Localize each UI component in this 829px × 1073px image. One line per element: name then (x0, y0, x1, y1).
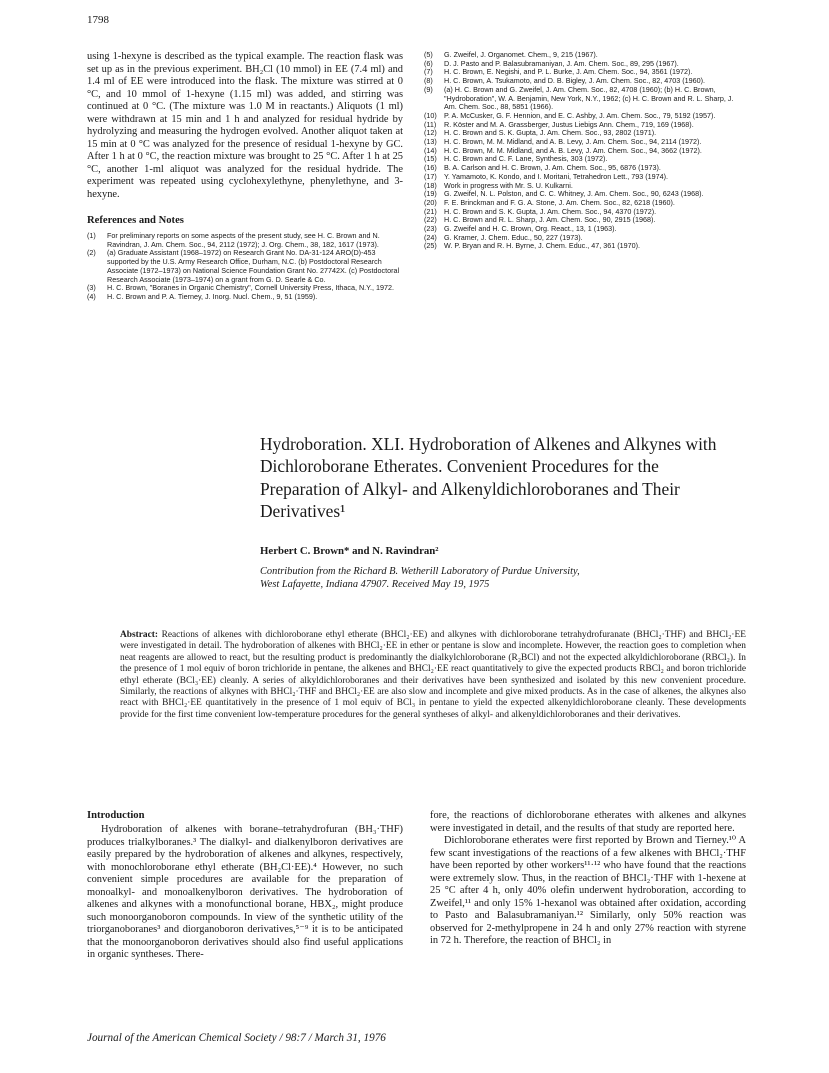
reference-text: P. A. McCusker, G. F. Hennion, and E. C. Ashby, J. Am. Chem. Soc., 79, 5192 (1957). (444, 110, 716, 120)
reference-text: H. C. Brown, "Boranes in Organic Chemistry", Cornell University Press, Ithaca, N.Y., 1972. (107, 283, 394, 293)
reference-number: (11) (424, 119, 437, 129)
references-list-left (87, 232, 403, 302)
abstract-label: Abstract: (120, 630, 159, 640)
reference-text: H. C. Brown and P. A. Tierney, J. Inorg. Nucl. Chem., 9, 51 (1959). (107, 291, 318, 301)
reference-text: D. J. Pasto and P. Balasubramaniyan, J. Am. Chem. Soc., 89, 295 (1967). (444, 58, 679, 68)
journal-footer: Journal of the American Chemical Society / 98:7 / March 31, 1976 (87, 1032, 386, 1044)
reference-number: (15) (424, 154, 437, 164)
reference-text: F. E. Brinckman and F. G. A. Stone, J. Am. Chem. Soc., 82, 6218 (1960). (444, 197, 675, 207)
reference-item (87, 249, 403, 284)
reference-text: H. C. Brown and R. L. Sharp, J. Am. Chem. Soc., 90, 2915 (1968). (444, 215, 656, 225)
authors: Herbert C. Brown* and N. Ravindran² (260, 545, 439, 557)
reference-number: (1) (87, 231, 96, 240)
references-heading: References and Notes (87, 215, 184, 226)
experimental-paragraph: using 1-hexyne is described as the typical example. The reaction flask was set up as in the previous experiment. BH₂Cl (10 mmol) in EE (7.4 ml) and 1.4 ml of EE were introduced into the flask. The mixture was stirred at 0 °C, and 10 mmol of 1-hexyne (1.15 ml) was added, and stirring was continued at 0 °C. (The mixture was 1.0 M in reactants.) Aliquots (1 ml) were withdrawn at 15 min and 1 h and analyzed for residual hydride by hydrolyzing and measuring the hydrogen evolved. Another aliquot taken at 15 min at 0 °C was analyzed for the presence of residual 1-hexyne by GC. After 1 h at 0 °C, the reaction mixture was brought to 25 °C. After 1 h at 25 °C, another 1-ml aliquot was analyzed for the residual hydride. The experiment was repeated using cyclohexylethyne, phenylethyne, and 3-hexyne. (87, 51, 403, 200)
reference-text: B. A. Carlson and H. C. Brown, J. Am. Chem. Soc., 95, 6876 (1973). (444, 163, 661, 173)
reference-number: (17) (424, 171, 437, 181)
abstract-text: Reactions of alkenes with dichloroborane ethyl etherate (BHCl₂·EE) and alkynes with dichloroborane tetrahydrofuranate (BHCl₂·THF) and BHCl₂·EE were investigated in detail. The hydroboration of alkenes with BHCl₂·EE in ether or pentane is slow and incomplete. However, the reaction goes to completion when neat reagents are allowed to react, but the resulting product is predominantly the dialkylchloroborane (R₂BCl) and not the expected alkyldichloroborane (RBCl₂). In the presence of 1 mol equiv of boron trichloride in pentane, the alkenes and BHCl₂·EE react quantitatively to give the expected products RBCl₂ and boron trichloride ethyl etherate (BCl₃·EE) cleanly. A series of alkyldichloroboranes and their derivatives have been synthesized and isolated by this new convenient procedure. Similarly, the reactions of alkynes with BHCl₂·THF and BHCl₂·EE are also slow and incomplete and give mixed products. As in the case of alkenes, the alkynes also react with BHCl₂·EE quantitatively in the presence of 1 mol equiv of BCl₃ in pentane to yield the expected alkenyldichloroborane cleanly. These developments provide for the first time convenient low-temperature procedures for the general syntheses of alkyl- and alkenyldichloroboranes and their derivatives. (120, 630, 746, 720)
right-column-top (424, 51, 746, 251)
reference-number: (23) (424, 224, 437, 234)
reference-text: Y. Yamamoto, K. Kondo, and I. Moritani, Tetrahedron Lett., 793 (1974). (444, 171, 669, 181)
reference-text: H. C. Brown and S. K. Gupta, J. Am. Chem. Soc., 94, 4370 (1972). (444, 206, 657, 216)
reference-number: (8) (424, 76, 433, 86)
reference-item (424, 86, 746, 112)
reference-number: (3) (87, 283, 96, 293)
reference-text: For preliminary reports on some aspects of the present study, see H. C. Brown and N. Ravindran, J. Am. Chem. Soc., 94, 2112 (1972); J. Org. Chem., 38, 182, 1617 (1973). (107, 231, 380, 249)
reference-number: (7) (424, 67, 433, 77)
reference-text: G. Zweifel, N. L. Polston, and C. C. Whitney, J. Am. Chem. Soc., 90, 6243 (1968). (444, 189, 704, 199)
reference-text: G. Kramer, J. Chem. Educ., 50, 227 (1973). (444, 232, 583, 242)
reference-text: H. C. Brown, M. M. Midland, and A. B. Levy, J. Am. Chem. Soc., 94, 3662 (1972). (444, 145, 702, 155)
right-column-bottom (430, 810, 746, 948)
introduction-heading: Introduction (87, 810, 145, 821)
reference-text: (a) H. C. Brown and G. Zweifel, J. Am. Chem. Soc., 82, 4708 (1960); (b) H. C. Brown, "Hydroboration", W. A. Benjamin, New York, N.Y., 1962; (c) H. C. Brown and R. L. Sharp, J. Am. Chem. Soc., 88, 5851 (1966). (444, 84, 734, 112)
reference-number: (14) (424, 145, 437, 155)
reference-item (87, 293, 403, 302)
reference-text: (a) Graduate Assistant (1968–1972) on Research Grant No. DA-31-124 ARO(D)-453 supported by the U.S. Army Research Office, Durham, N.C. (b) Postdoctoral Research Associate (1972–1973) on National Science Foundation Grant No. 27742X. (c) Postdoctoral Research Associate (1973–1974) on a grant from G. D. Searle & Co. (107, 248, 400, 284)
reference-item (87, 232, 403, 249)
left-column-bottom (87, 810, 403, 962)
reference-text: W. P. Bryan and R. H. Byrne, J. Chem. Educ., 47, 361 (1970). (444, 241, 641, 251)
affiliation-line-2: West Lafayette, Indiana 47907. Received May 19, 1975 (260, 578, 490, 590)
reference-number: (18) (424, 180, 437, 190)
affiliation (260, 566, 730, 591)
introduction-paragraph-3: Dichloroborane etherates were first reported by Brown and Tierney.¹⁰ A few scant investigations of the reactions of a few alkenes with BHCl₂·THF have been reported by other workers¹¹·¹² who have found that the reactions were extremely slow. Thus, in the reaction of BHCl₂·THF with 1-hexene at 25 °C after 4 h, only 40% olefin underwent hydroboration, according to Zweifel,¹¹ and only 15% 1-hexanol was obtained after oxidation, according to Pasto and Balasubramaniyan.¹² Similarly, only 50% reaction was observed for 2-methylpropene in 24 h and only 27% reaction with styrene in 72 h. Therefore, the reaction of BHCl₂ in (430, 835, 746, 946)
introduction-paragraph-2: fore, the reactions of dichloroborane etherates with alkenes and alkynes were investigated in detail, and the results of that study are reported here. (430, 810, 746, 834)
abstract (120, 630, 746, 721)
reference-text: G. Zweifel and H. C. Brown, Org. React., 13, 1 (1963). (444, 224, 617, 234)
reference-text: H. C. Brown and C. F. Lane, Synthesis, 303 (1972). (444, 154, 608, 164)
reference-text: H. C. Brown, A. Tsukamoto, and D. B. Bigley, J. Am. Chem. Soc., 82, 4703 (1960). (444, 76, 705, 86)
reference-number: (13) (424, 137, 437, 147)
affiliation-line-1: Contribution from the Richard B. Wetherill Laboratory of Purdue University, (260, 566, 580, 577)
reference-number: (19) (424, 189, 437, 199)
reference-number: (22) (424, 215, 437, 225)
reference-text: G. Zweifel, J. Organomet. Chem., 9, 215 (1967). (444, 50, 598, 59)
article-title: Hydroboration. XLI. Hydroboration of Alkenes and Alkynes with Dichloroborane Etherates. Convenient Procedures for the Preparation of Alkyl- and Alkenyldichloroboranes and Their Derivatives¹ (260, 434, 717, 522)
reference-number: (25) (424, 241, 437, 251)
reference-text: H. C. Brown, M. M. Midland, and A. B. Levy, J. Am. Chem. Soc., 94, 2114 (1972). (444, 137, 702, 147)
reference-number: (5) (424, 50, 433, 59)
references-list-right (424, 51, 746, 251)
reference-text: Work in progress with Mr. S. U. Kulkarni. (444, 180, 573, 190)
reference-number: (24) (424, 232, 437, 242)
reference-number: (6) (424, 58, 433, 68)
page-number: 1798 (87, 14, 109, 26)
left-column-top (87, 51, 403, 302)
reference-number: (16) (424, 163, 437, 173)
reference-text: H. C. Brown and S. K. Gupta, J. Am. Chem. Soc., 93, 2802 (1971). (444, 128, 657, 138)
reference-number: (20) (424, 197, 437, 207)
reference-number: (12) (424, 128, 437, 138)
reference-number: (9) (424, 84, 433, 94)
reference-text: H. C. Brown, E. Negishi, and P. L. Burke, J. Am. Chem. Soc., 94, 3561 (1972). (444, 67, 693, 77)
reference-text: R. Köster and M. A. Grassberger, Justus Liebigs Ann. Chem., 719, 169 (1968). (444, 119, 694, 129)
reference-number: (4) (87, 291, 96, 301)
reference-number: (10) (424, 110, 437, 120)
introduction-paragraph-1: Hydroboration of alkenes with borane–tetrahydrofuran (BH₃·THF) produces trialkylboranes.³ The dialkyl- and dialkenylboron derivatives are easily prepared by the hydroboration of alkenes and alkynes, respectively, with monochloroborane ethyl etherate (BH₂Cl·EE).⁴ However, no such convenient simple procedures are available for the preparation of monoalkyl- and monoalkenylboron derivatives. The hydroboration of alkenes and alkynes with a monofunctional borane, HBX₂, might produce such monoorganoboron compounds. In view of the synthetic utility of the triorganoboranes³ and diorganoboron derivatives,⁵⁻⁹ it is to be anticipated that the monoorganoboron derivatives should also find useful applications in organic syntheses. There- (87, 824, 403, 960)
reference-number: (21) (424, 206, 437, 216)
reference-item (424, 242, 746, 251)
reference-number: (2) (87, 248, 96, 258)
